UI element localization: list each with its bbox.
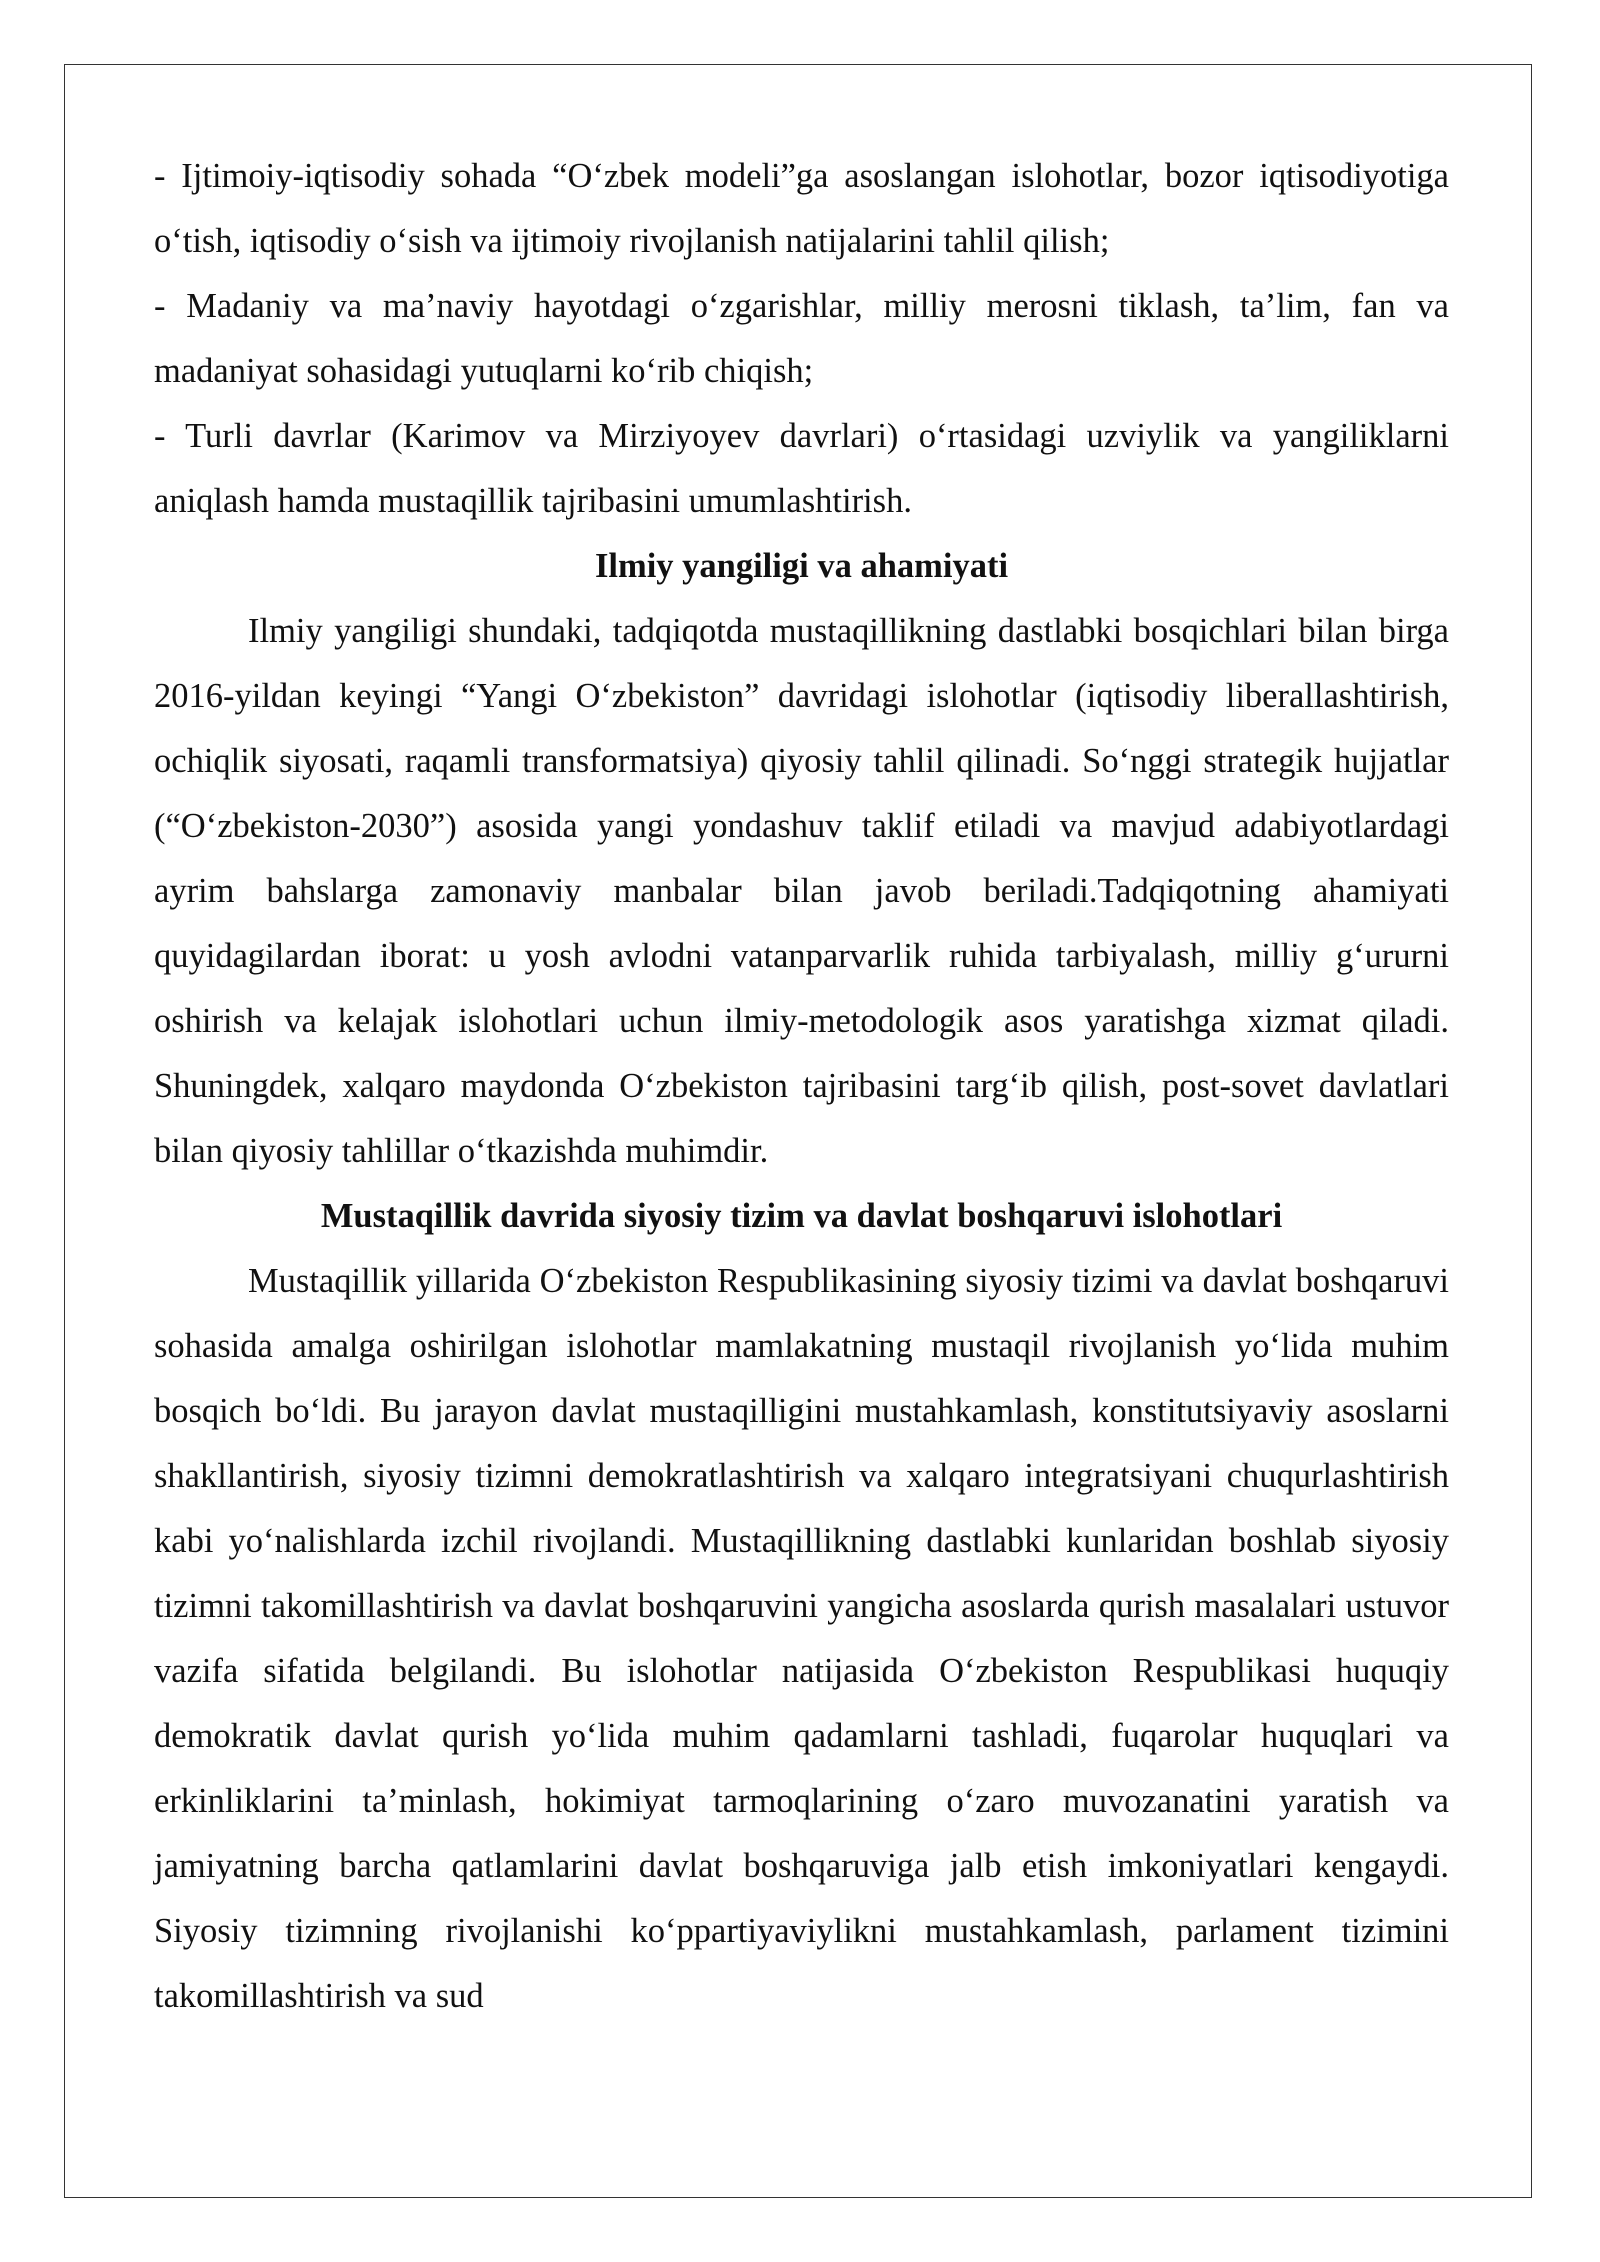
document-body (154, 144, 1449, 2029)
paragraph-political-reforms: Mustaqillik yillarida O‘zbekiston Respublikasining siyosiy tizimi va davlat boshqaruvi sohasida amalga oshirilgan islohotlar mamlakatning mustaqil rivojlanish yo‘lida muhim bosqich bo‘ldi. Bu jarayon davlat mustaqilligini mustahkamlash, konstitutsiyaviy asoslarni shakllantirish, siyosiy tizimni demokratlashtirish va xalqaro integratsiyani chuqurlashtirish kabi yo‘nalishlarda izchil rivojlandi. Mustaqillikning dastlabki kunlaridan boshlab siyosiy tizimni takomillashtirish va davlat boshqaruvini yangicha asoslarda qurish masalalari ustuvor vazifa sifatida belgilandi. Bu islohotlar natijasida O‘zbekiston Respublikasi huquqiy demokratik davlat qurish yo‘lida muhim qadamlarni tashladi, fuqarolar huquqlari va erkinliklarini ta’minlash, hokimiyat tarmoqlarining o‘zaro muvozanatini yaratish va jamiyatning barcha qatlamlarini davlat boshqaruviga jalb etish imkoniyatlari kengaydi. Siyosiy tizimning rivojlanishi ko‘ppartiyaviylikni mustahkamlash, parlament tizimini takomillashtirish va sud (154, 1262, 1449, 2015)
list-item: - Turli davrlar (Karimov va Mirziyoyev davrlari) o‘rtasidagi uzviylik va yangiliklarni aniqlash hamda mustaqillik tajribasini umumlashtirish. (154, 417, 1449, 520)
list-item: - Madaniy va ma’naviy hayotdagi o‘zgarishlar, milliy merosni tiklash, ta’lim, fan va madaniyat sohasidagi yutuqlarni ko‘rib chiqish; (154, 287, 1449, 390)
section-heading-novelty: Ilmiy yangiligi va ahamiyati (594, 547, 1009, 585)
list-item: - Ijtimoiy-iqtisodiy sohada “O‘zbek modeli”ga asoslangan islohotlar, bozor iqtisodiyotiga o‘tish, iqtisodiy o‘sish va ijtimoiy rivojlanish natijalarini tahlil qilish; (154, 157, 1449, 260)
paragraph-novelty: Ilmiy yangiligi shundaki, tadqiqotda mustaqillikning dastlabki bosqichlari bilan birga 2016-yildan keyingi “Yangi O‘zbekiston” davridagi islohotlar (iqtisodiy liberallashtirish, ochiqlik siyosati, raqamli transformatsiya) qiyosiy tahlil qilinadi. So‘nggi strategik hujjatlar (“O‘zbekiston-2030”) asosida yangi yondashuv taklif etiladi va mavjud adabiyotlardagi ayrim bahslarga zamonaviy manbalar bilan javob beriladi.Tadqiqotning ahamiyati quyidagilardan iborat: u yosh avlodni vatanparvarlik ruhida tarbiyalash, milliy g‘ururni oshirish va kelajak islohotlari uchun ilmiy-metodologik asos yaratishga xizmat qiladi. Shuningdek, xalqaro maydonda O‘zbekiston tajribasini targ‘ib qilish, post-sovet davlatlari bilan qiyosiy tahlillar o‘tkazishda muhimdir. (154, 612, 1449, 1170)
section-heading-political-reforms: Mustaqillik davrida siyosiy tizim va davlat boshqaruvi islohotlari (320, 1197, 1283, 1235)
